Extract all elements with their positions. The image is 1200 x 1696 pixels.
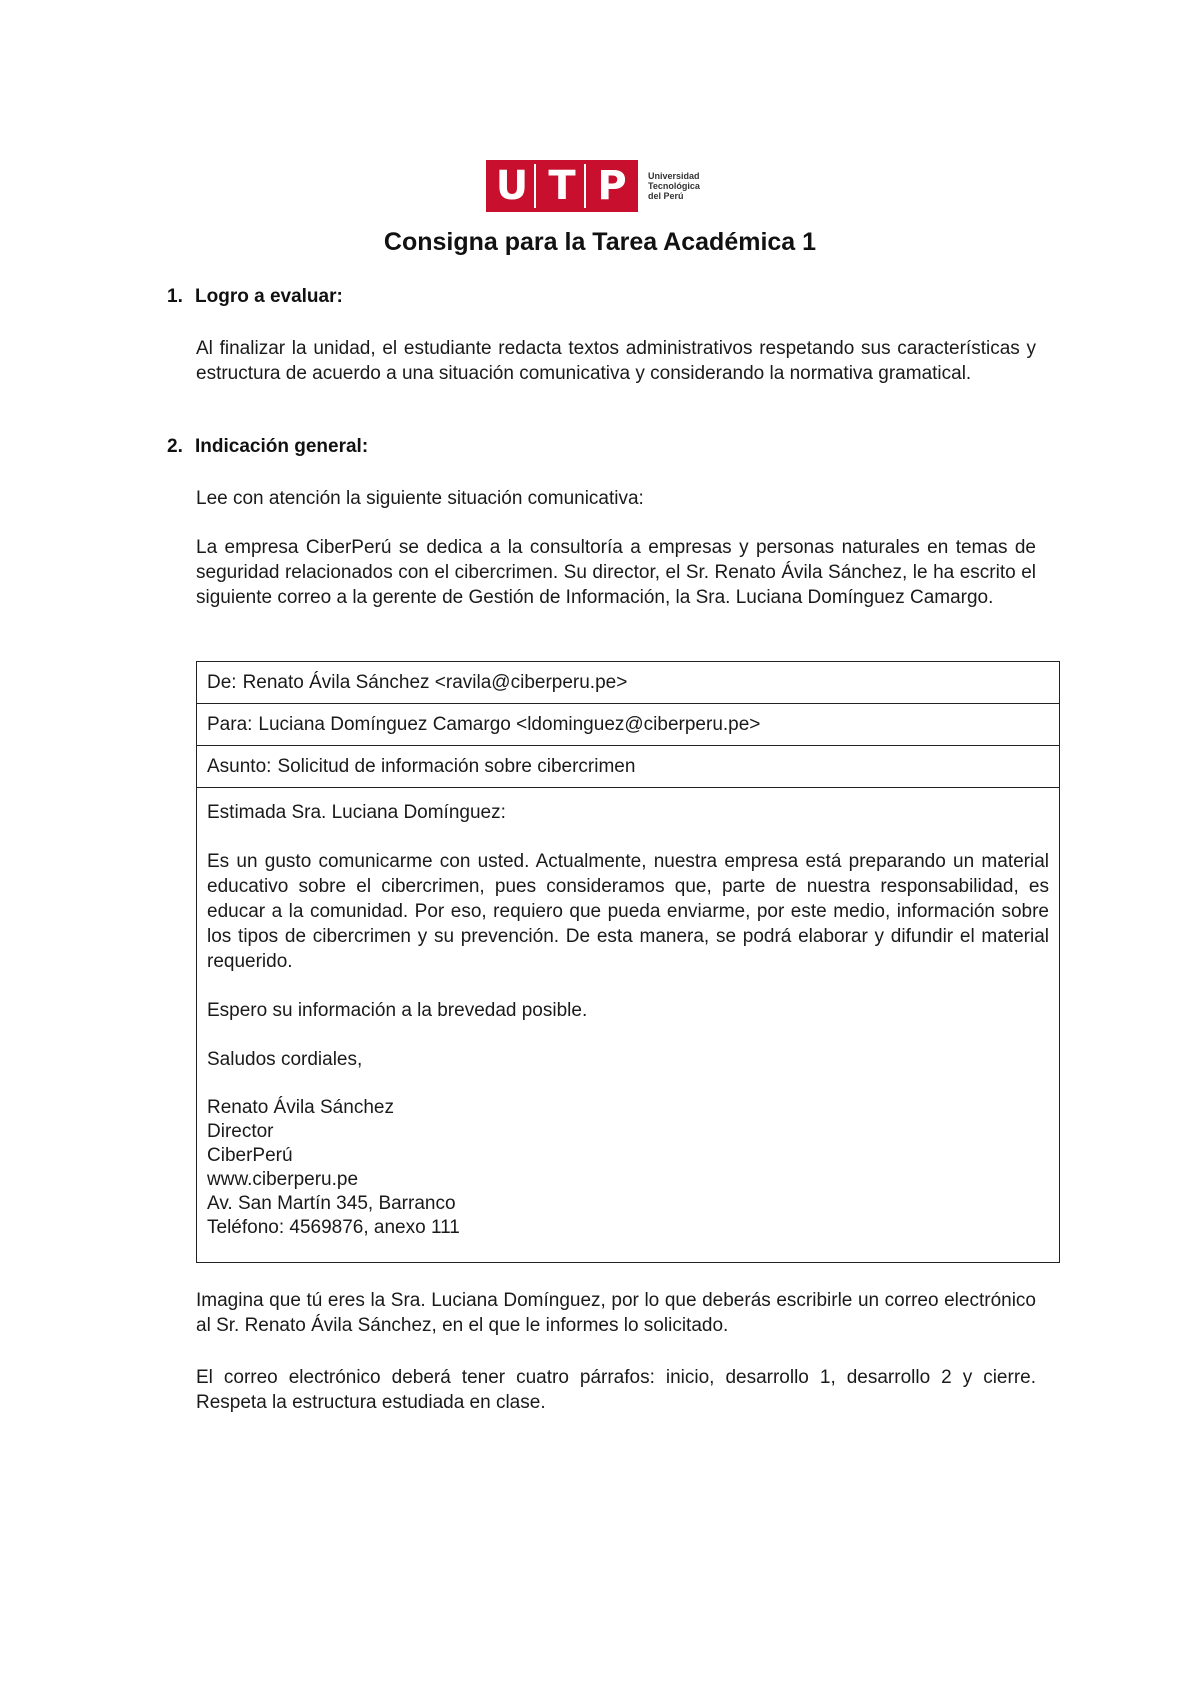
instruction-paragraph-1: Imagina que tú eres la Sra. Luciana Domínguez, por lo que deberás escribirle un correo electrónico al Sr. Renato Ávila Sánchez, en el que le informes lo solicitado. [196,1290,1036,1336]
email-body-paragraph: Es un gusto comunicarme con usted. Actualmente, nuestra empresa está preparando un material educativo sobre el cibercrimen, pues consideramos que, parte de nuestra responsabilidad, es educar a la comunidad. Por eso, requiero que pueda enviarme, por este medio, información sobre los tipos de cibercrimen y su prevención. De esta manera, se podrá elaborar y difundir el material requerido. [207,851,1049,972]
logo-subtitle-line: Tecnológica [648,181,700,191]
page-title: Consigna para la Tarea Académica 1 [383,228,817,256]
email-subject-label: Asunto: [207,755,272,777]
email-to-value: Luciana Domínguez Camargo <ldominguez@ciberperu.pe> [258,713,761,735]
email-farewell: Saludos cordiales, [207,1049,363,1070]
logo-letter-p: P [590,164,634,208]
logo-subtitle-line: del Perú [648,191,684,201]
instruction-paragraph-2: El correo electrónico deberá tener cuatro párrafos: inicio, desarrollo 1, desarrollo 2 y cierre. Respeta la estructura estudiada en clase. [196,1367,1036,1413]
logo-subtitle-line: Universidad [648,171,700,181]
utp-logo [486,160,700,212]
section-heading-text: Logro a evaluar: [195,286,343,307]
email-from-value: Renato Ávila Sánchez <ravila@ciberperu.pe> [242,671,628,693]
email-body [197,788,1059,1240]
section-1-heading [167,286,343,308]
email-to-row [197,704,1059,746]
section-2-heading [167,436,368,458]
email-closing-request: Espero su información a la brevedad posible. [207,1000,588,1021]
email-from-label: De: [207,671,237,693]
email-example [196,661,1060,1263]
email-subject-value: Solicitud de información sobre cibercrimen [277,755,636,777]
logo-letter-u: U [490,164,536,208]
section-1-text: Al finalizar la unidad, el estudiante redacta textos administrativos respetando sus características y estructura de acuerdo a una situación comunicativa y considerando la normativa gramatical. [196,338,1036,384]
logo-subtitle [648,171,700,201]
signature-phone: Teléfono: 4569876, anexo 111 [207,1217,460,1238]
signature-position: Director [207,1121,274,1142]
email-to-label: Para: [207,713,253,735]
email-greeting: Estimada Sra. Luciana Domínguez: [207,802,506,823]
email-from-row [197,662,1059,704]
signature-address: Av. San Martín 345, Barranco [207,1193,456,1214]
signature-name: Renato Ávila Sánchez [207,1097,394,1118]
section-2-situation: La empresa CiberPerú se dedica a la consultoría a empresas y personas naturales en temas de seguridad relacionados con el cibercrimen. Su director, el Sr. Renato Ávila Sánchez, le ha escrito el siguiente correo a la gerente de Gestión de Información, la Sra. Luciana Domínguez Camargo. [196,537,1036,608]
signature-website: www.ciberperu.pe [207,1169,359,1190]
section-number: 2. [167,436,183,457]
email-signature [207,1096,1049,1240]
section-heading-text: Indicación general: [195,436,369,457]
section-2-intro: Lee con atención la siguiente situación comunicativa: [196,488,644,509]
signature-company: CiberPerú [207,1145,293,1166]
logo-mark [486,160,638,212]
section-number: 1. [167,286,183,307]
logo-letter-t: T [540,164,586,208]
email-subject-row [197,746,1059,788]
